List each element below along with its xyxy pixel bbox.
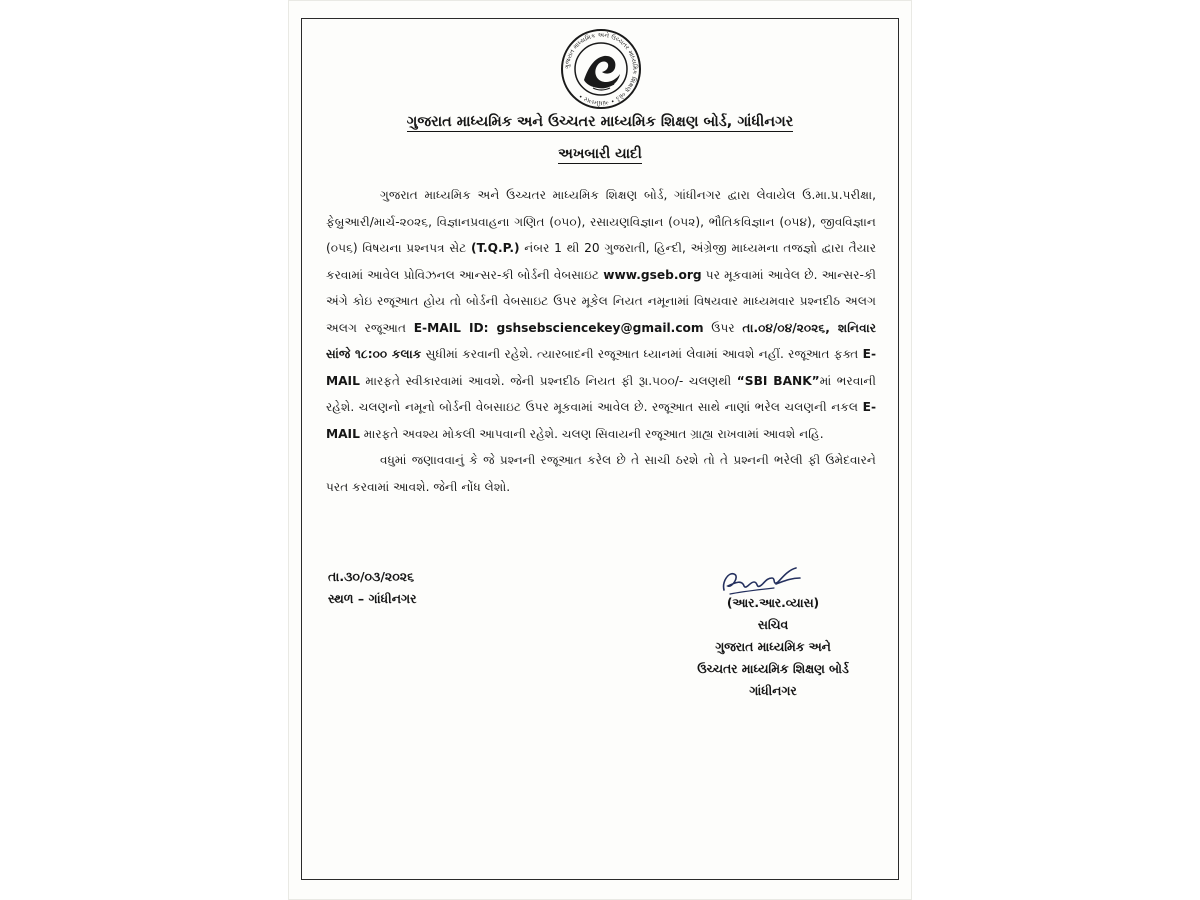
paragraph-main: ગુજરાત માધ્યમિક અને ઉચ્ચતર માધ્યમિક શિક્ષણ બોર્ડ, ગાંધીનગર દ્વારા લેવાયેલ ઉ.મા.પ્ર.પરીક્ષા, ફેબ્રુઆરી/માર્ચ-૨૦૨૬, વિજ્ઞાનપ્રવાહના ગણિત (૦૫૦), રસાયણવિજ્ઞાન (૦૫૨), ભૌતિકવિજ્ઞાન (૦૫૪), જીવવિજ્ઞાન (૦૫૬) વિષયના પ્રશ્નપત્ર સેટ (T.Q.P.) નંબર 1 થી 20 ગુજરાતી, હિન્દી, અંગ્રેજી માધ્યમના તજજ્ઞો દ્વારા તૈયાર કરવામાં આવેલ પ્રોવિઝનલ આન્સર-કી બોર્ડની વેબસાઇટ www.gseb.org પર મૂકવામાં આવેલ છે. આન્સર-કી અંગે કોઇ રજૂઆત હોય તો બોર્ડની વેબસાઇટ ઉપર મૂકેલ નિયત નમૂનામાં વિષયવાર માધ્યમવાર પ્રશ્નદીઠ અલગ અલગ રજૂઆત E-MAIL ID: gshsebsciencekey@gmail.com ઉપર તા.૦૪/૦૪/૨૦૨૬, શનિવાર સાંજે ૧૮:૦૦ કલાક સુધીમાં કરવાની રહેશે. ત્યારબાદની રજૂઆત ધ્યાનમાં લેવામાં આવશે નહીં. રજૂઆત ફક્ત E-MAIL મારફતે સ્વીકારવામાં આવશે. જેની પ્રશ્નદીઠ નિયત ફી રૂા.૫૦૦/- ચલણથી “SBI BANK”માં ભરવાની રહેશે. ચલણનો નમૂનો બોર્ડની વેબસાઇટ ઉપર મૂકવામાં આવેલ છે. રજૂઆત સાથે નાણાં ભરેલ ચલણની નકલ E-MAIL મારફતે અવશ્ય મોકલી આપવાની રહેશે. ચલણ સિવાયની રજૂઆત ગ્રાહ્ય રાખવામાં આવશે નહિ. [326, 188, 877, 441]
press-note-heading: અખબારી યાદી [558, 146, 642, 162]
bank-name: “SBI BANK” [736, 373, 820, 388]
website-link-text: www.gseb.org [603, 267, 702, 282]
email-address: E-MAIL ID: gshsebsciencekey@gmail.com [413, 320, 704, 335]
signatory-block [668, 592, 878, 702]
gseb-emblem-icon [560, 28, 642, 110]
board-title: ગુજરાત માધ્યમિક અને ઉચ્ચતર માધ્યમિક શિક્ષણ બોર્ડ, ગાંધીનગર [406, 114, 794, 130]
emblem-ring-text: ગુજરાત માધ્યમિક અને ઉચ્ચતર માધ્યમિક શિક્ષણ બોર્ડ • ગાંધીનગર • [563, 31, 639, 107]
organization-line-1: ગુજરાત માધ્યમિક અને [715, 640, 831, 654]
press-release-document [288, 0, 912, 900]
paragraph-refund: વધુમાં જણાવવાનું કે જે પ્રશ્નની રજૂઆત કરેલ છે તે સાચી ઠરશે તો તે પ્રશ્નની ભરેલી ફી ઉમેદવારને પરત કરવામાં આવશે. જેની નોંધ લેશો. [326, 453, 876, 494]
issue-date: તા.૩૦/૦૩/૨૦૨૬ [328, 569, 415, 584]
tqp-label: (T.Q.P.) [471, 241, 520, 255]
signatory-designation: સચિવ [757, 618, 789, 632]
press-release-body [326, 182, 876, 500]
organization-city: ગાંધીનગર [749, 684, 797, 698]
issue-place: સ્થળ – ગાંધીનગર [328, 591, 417, 606]
organization-line-2: ઉચ્ચતર માધ્યમિક શિક્ષણ બોર્ડ [697, 662, 849, 676]
deadline-text: તા.૦૪/૦૪/૨૦૨૬, શનિવાર સાંજે ૧૮:૦૦ કલાક [326, 320, 876, 361]
signatory-name: (આર.આર.વ્યાસ) [726, 596, 820, 610]
